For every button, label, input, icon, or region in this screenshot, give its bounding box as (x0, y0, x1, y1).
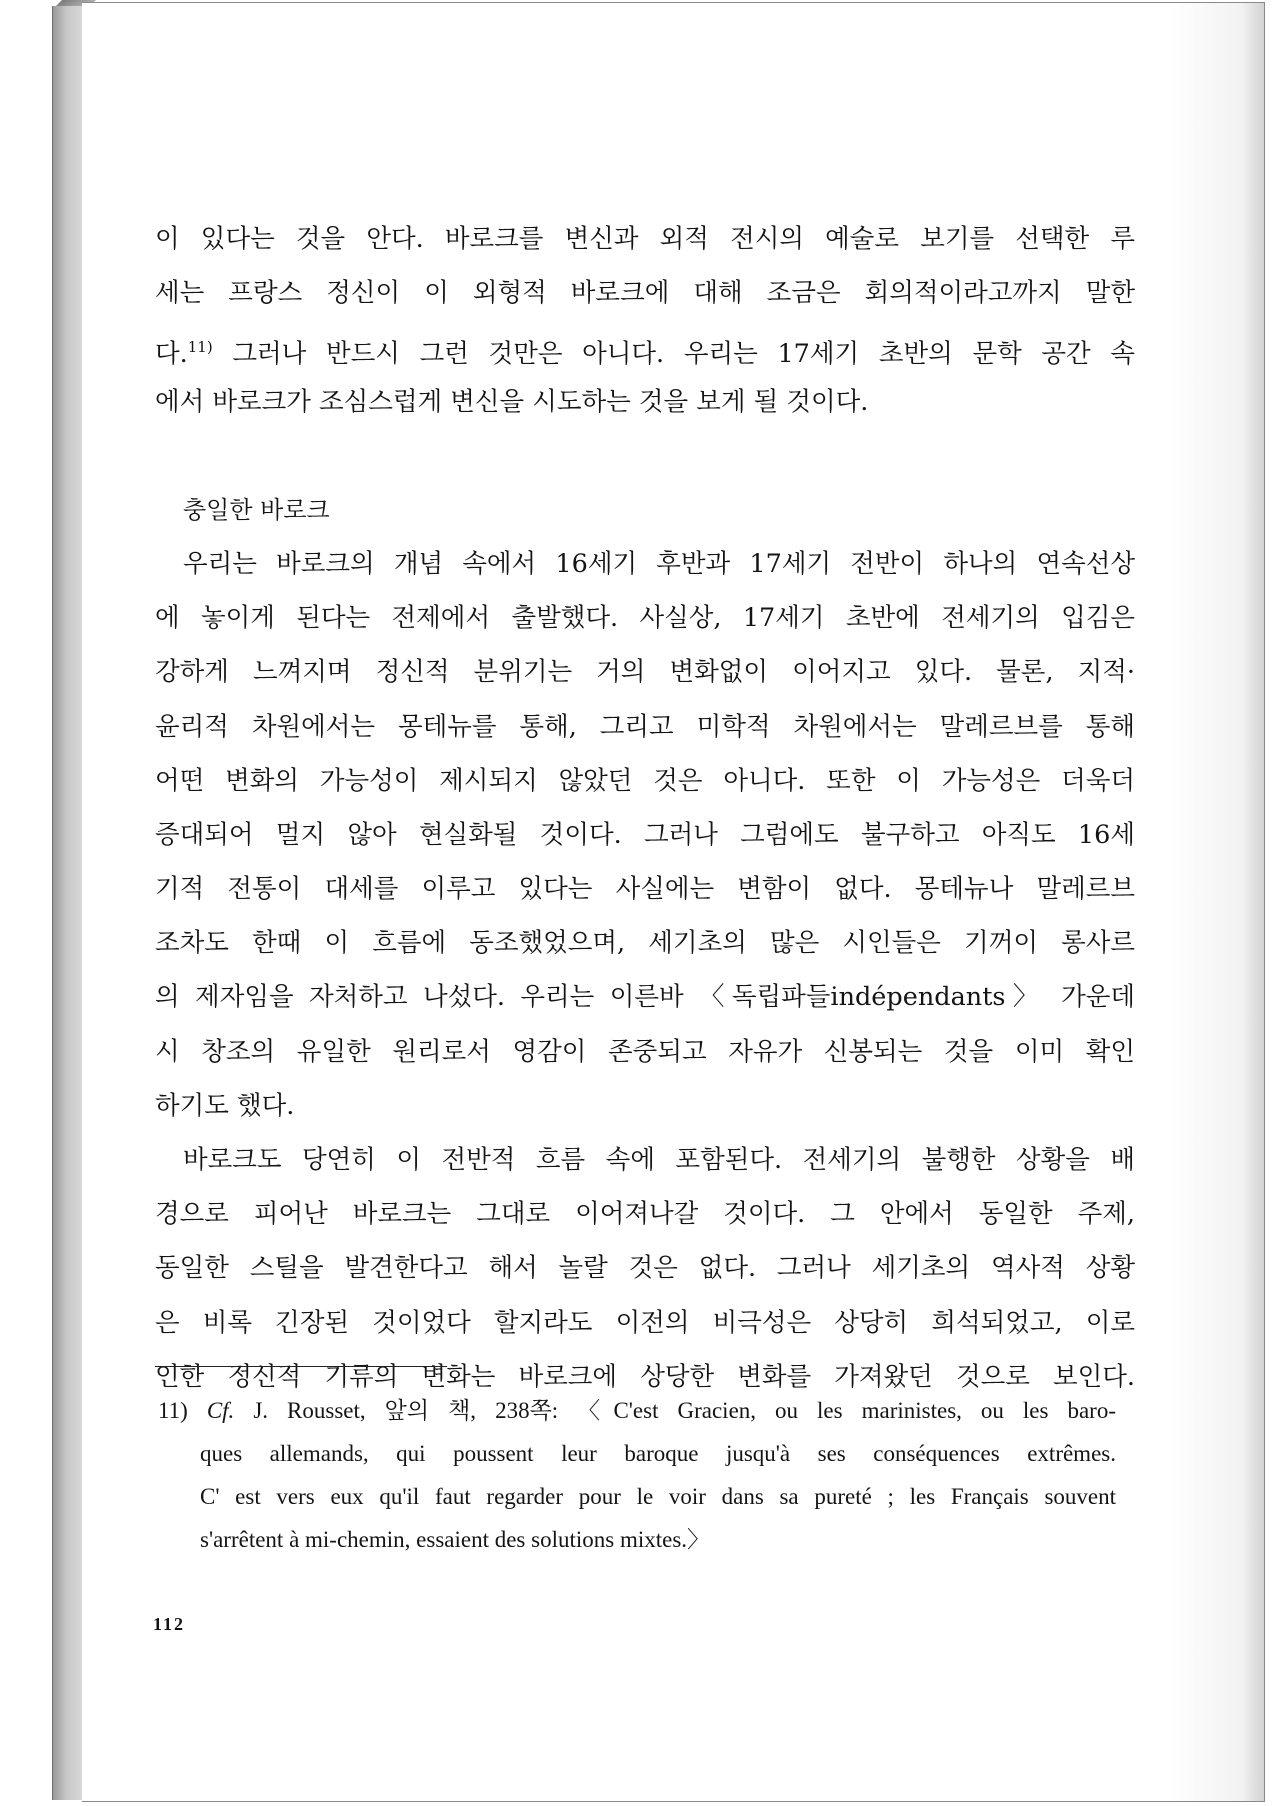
text-line: 조차도 한때 이 흐름에 동조했었으며, 세기초의 많은 시인들은 기꺼이 롱사르 (155, 928, 1135, 959)
text-line: 기적 전통이 대세를 이루고 있다는 사실에는 변함이 없다. 몽테뉴나 말레르브 (155, 874, 1135, 905)
text-line: 바로크도 당연히 이 전반적 흐름 속에 포함된다. 전세기의 불행한 상황을 배 (183, 1145, 1135, 1175)
text-line: 경으로 피어난 바로크는 그대로 이어져나갈 것이다. 그 안에서 동일한 주제, (155, 1199, 1135, 1230)
text-line: 의 제자임을 자처하고 나섰다. 우리는 이른바 〈독립파들indépendants〉 가운데 (155, 982, 1135, 1013)
text-line: 어떤 변화의 가능성이 제시되지 않았던 것은 아니다. 또한 이 가능성은 더욱더 (155, 765, 1135, 796)
text-line: 인한 정신적 기류의 변화는 바로크에 상당한 변화를 가져왔던 것으로 보인다. (155, 1361, 1135, 1392)
section-heading: 충일한 바로크 (183, 495, 330, 524)
text-fragment: 다. (155, 339, 188, 370)
text-line: 동일한 스틸을 발견한다고 해서 놀랄 것은 없다. 그러나 세기초의 역사적 상황 (155, 1253, 1135, 1284)
text-line: 세는 프랑스 정신이 이 외형적 바로크에 대해 조금은 회의적이라고까지 말한 (155, 278, 1135, 309)
footnote-line (158, 1389, 1116, 1432)
text-line: 증대되어 멀지 않아 현실화될 것이다. 그러나 그럼에도 불구하고 아직도 16세 (155, 819, 1135, 850)
footnote-divider (155, 1366, 447, 1367)
text-line: 에 놓이게 된다는 전제에서 출발했다. 사실상, 17세기 초반에 전세기의 입김은 (155, 603, 1135, 634)
book-spine (52, 6, 83, 1800)
footnote (158, 1389, 1116, 1561)
page-edge-shade (1242, 3, 1264, 1801)
body-text (155, 212, 1135, 1404)
text-line: 은 비록 긴장된 것이었다 할지라도 이전의 비극성은 상당히 희석되었고, 이로 (155, 1307, 1135, 1338)
footnote-line: s'arrêtent à mi-chemin, essaient des solutions mixtes.〉 (200, 1527, 711, 1552)
page-number: 112 (153, 1614, 186, 1634)
text-line: 하기도 했다. (155, 1090, 295, 1121)
text-line (155, 320, 1135, 374)
text-line: 우리는 바로크의 개념 속에서 16세기 후반과 17세기 전반이 하나의 연속선상 (183, 548, 1135, 579)
text-fragment: 그러나 반드시 그런 것만은 아니다. 우리는 17세기 초반의 문학 공간 속 (232, 339, 1136, 370)
footnote-line: C' est vers eux qu'il faut regarder pour le voir dans sa pureté ; les Français souvent (200, 1484, 1116, 1509)
text-line: 윤리적 차원에서는 몽테뉴를 통해, 그리고 미학적 차원에서는 말레르브를 통해 (155, 711, 1135, 742)
footnote-cf: Cf. (206, 1398, 235, 1423)
footnote-text: J. Rousset, 앞의 책, 238쪽: 〈C'est Gracien, ou les marinistes, ou les baro- (253, 1398, 1116, 1423)
footnote-reference[interactable]: 11) (187, 338, 213, 357)
text-line: 시 창조의 유일한 원리로서 영감이 존중되고 자유가 신봉되는 것을 이미 확인 (155, 1036, 1135, 1067)
text-line: 강하게 느껴지며 정신적 분위기는 거의 변화없이 이어지고 있다. 물론, 지적· (155, 657, 1135, 688)
footnote-line: ques allemands, qui poussent leur baroque jusqu'à ses conséquences extrêmes. (200, 1441, 1116, 1466)
text-line: 에서 바로크가 조심스럽게 변신을 시도하는 것을 보게 될 것이다. (155, 386, 869, 417)
text-line: 이 있다는 것을 안다. 바로크를 변신과 외적 전시의 예술로 보기를 선택한 루 (155, 224, 1135, 254)
footnote-number: 11) (158, 1398, 188, 1423)
